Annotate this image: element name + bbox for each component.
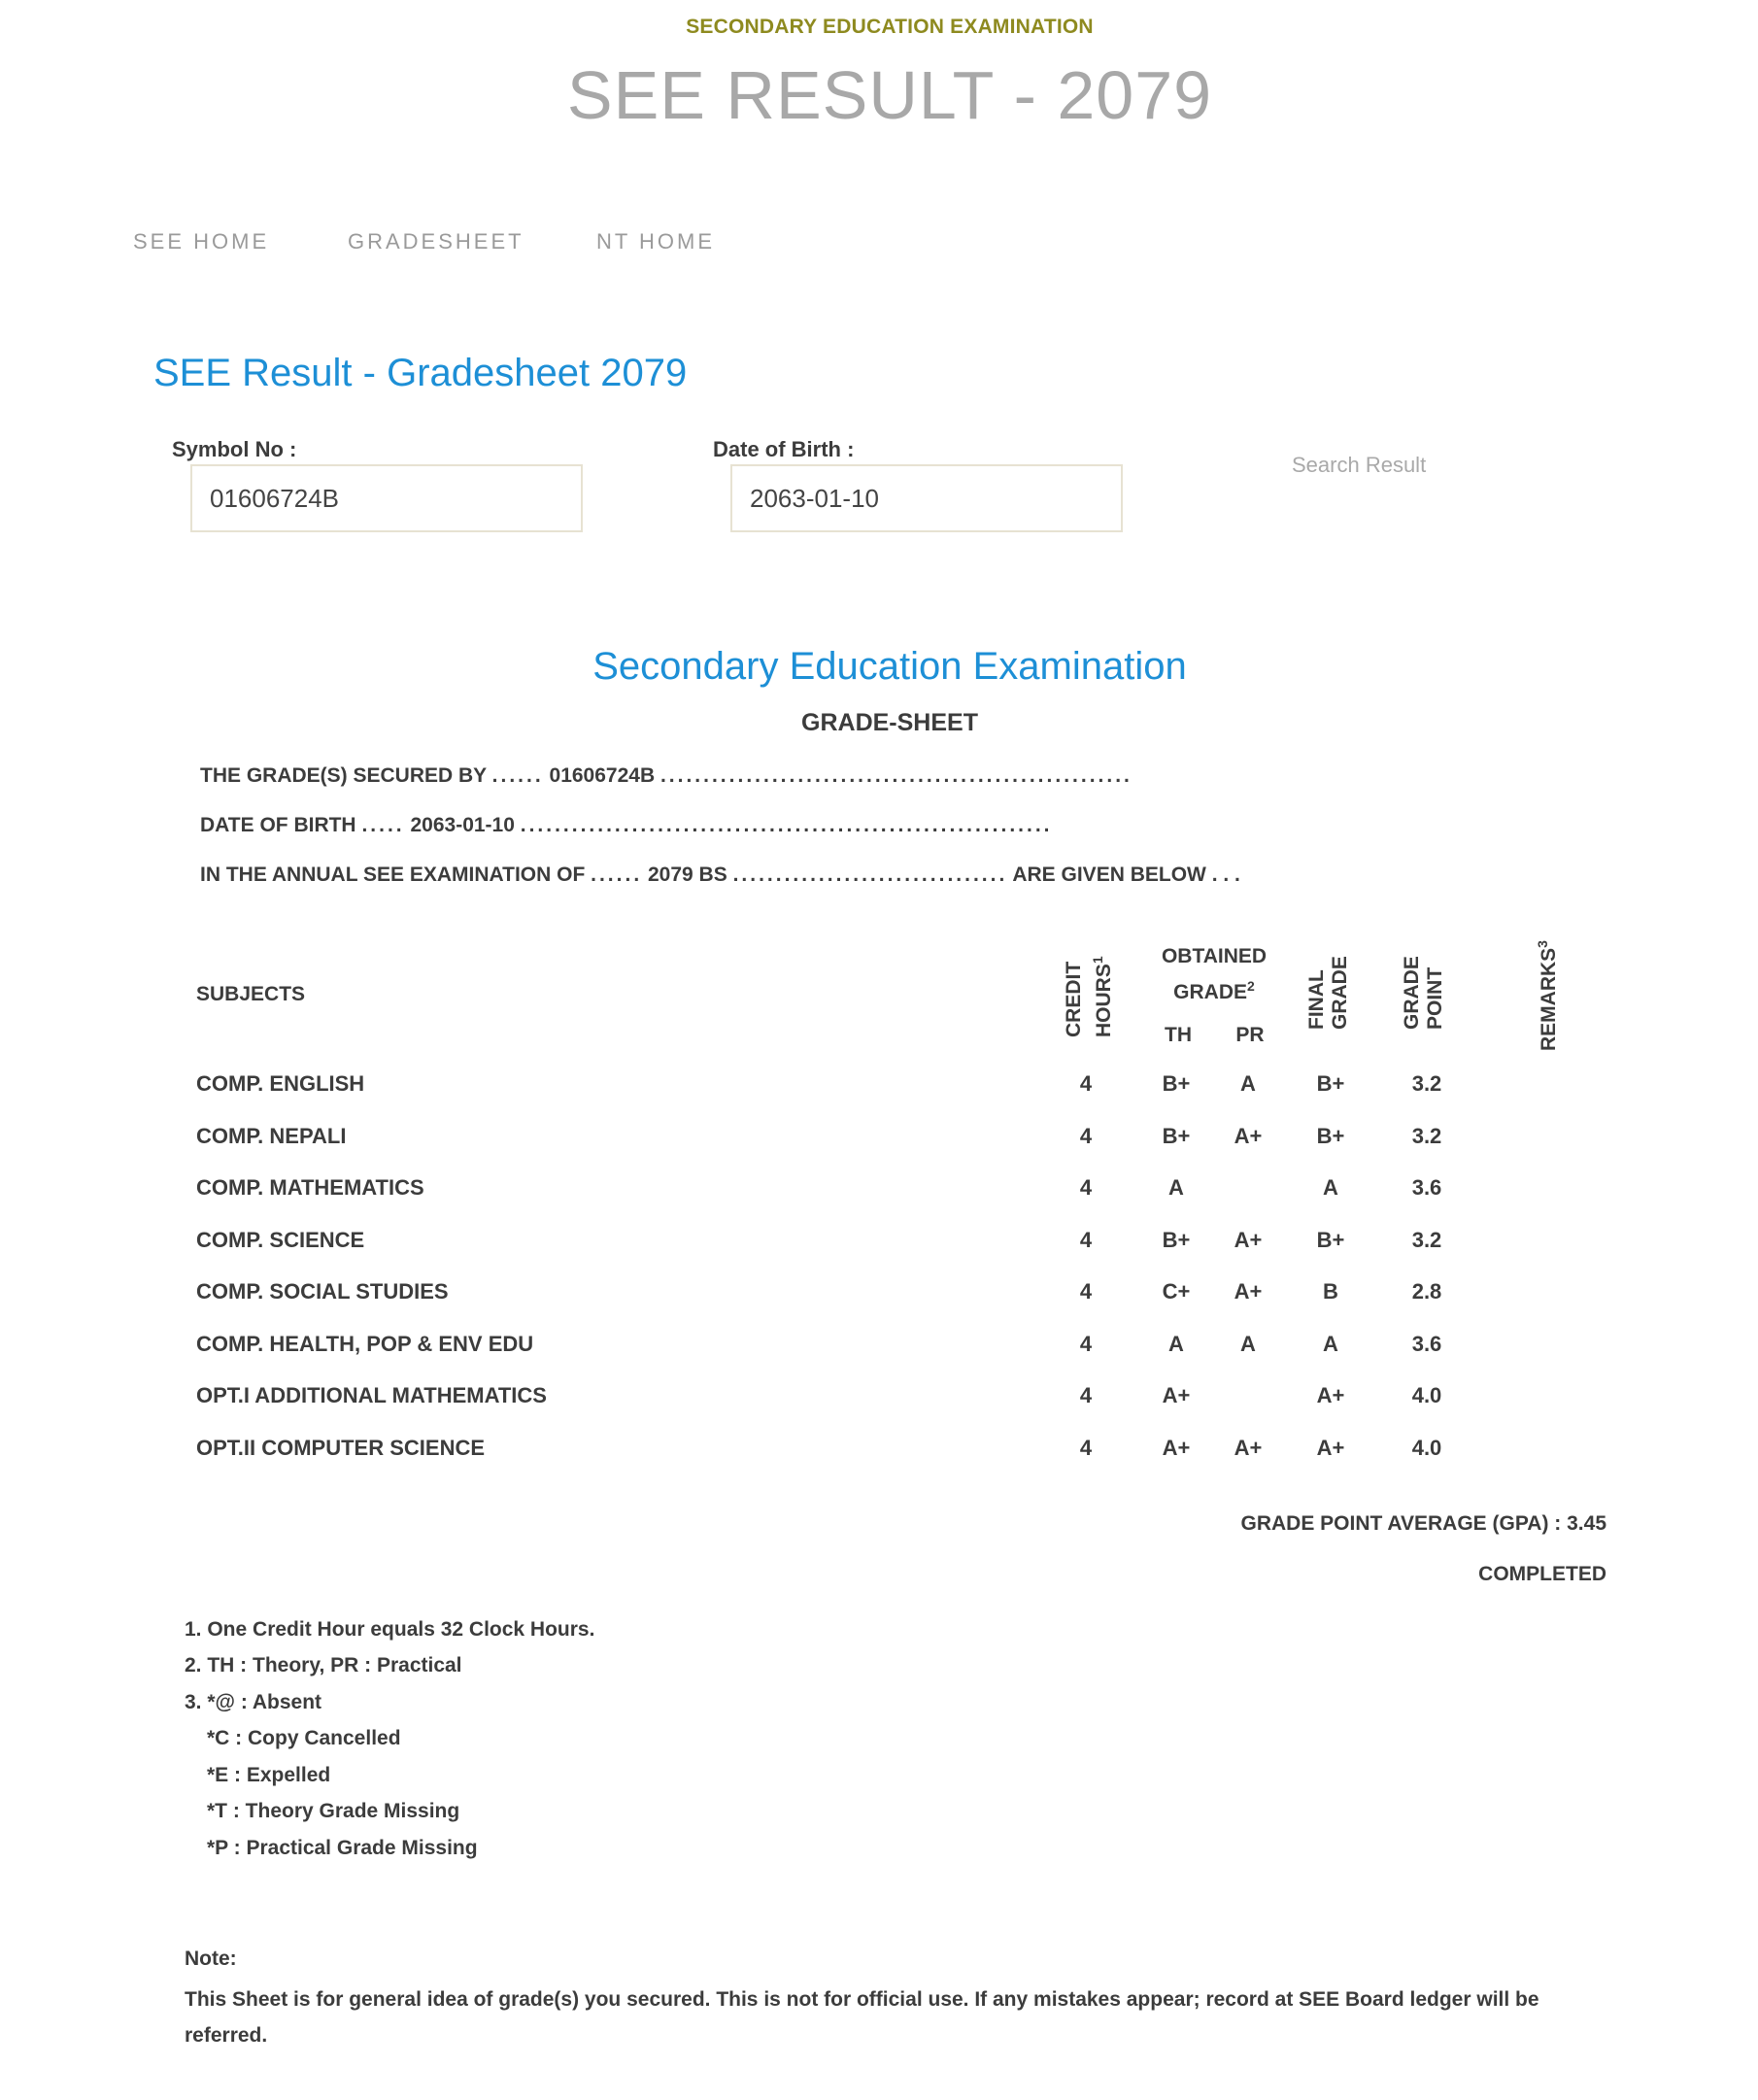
gradesheet-subtitle: GRADE-SHEET (801, 709, 978, 736)
table-row (0, 1332, 1758, 1371)
nav-nt-home[interactable]: NT HOME (596, 229, 716, 254)
theory-grade: A+ (1162, 1436, 1191, 1460)
col-pr: PR (1235, 1024, 1265, 1046)
dob-line-prefix: DATE OF BIRTH (200, 814, 356, 836)
final-grade: A (1323, 1175, 1338, 1200)
subject-name: COMP. MATHEMATICS (196, 1175, 424, 1200)
dob-input[interactable] (730, 464, 1123, 532)
credit-hours: 4 (1079, 1279, 1093, 1304)
footnote-item: *C : Copy Cancelled (207, 1727, 401, 1749)
table-row (0, 1436, 1758, 1474)
final-grade: B+ (1316, 1071, 1345, 1096)
theory-grade: A+ (1162, 1383, 1191, 1407)
final-grade: B+ (1316, 1228, 1345, 1252)
grade-point: 2.8 (1411, 1279, 1442, 1304)
practical-grade: A+ (1234, 1124, 1263, 1148)
nav-gradesheet[interactable]: GRADESHEET (348, 229, 524, 254)
table-row (0, 1124, 1758, 1163)
credit-hours: 4 (1079, 1383, 1093, 1407)
gradesheet-title: Secondary Education Examination (592, 645, 1187, 688)
result-status: COMPLETED (1478, 1563, 1606, 1585)
col-final-grade: FINAL GRADE (1305, 956, 1351, 1030)
symbol-label: Symbol No : (172, 437, 297, 461)
col-subjects: SUBJECTS (196, 983, 306, 1005)
credit-hours: 4 (1079, 1071, 1093, 1096)
credit-hours: 4 (1079, 1332, 1093, 1356)
grade-point: 3.6 (1411, 1332, 1442, 1356)
gpa-summary: GRADE POINT AVERAGE (GPA) : 3.45 (1240, 1512, 1606, 1535)
final-grade: B (1323, 1279, 1338, 1304)
subject-name: COMP. HEALTH, POP & ENV EDU (196, 1332, 534, 1356)
footnote-item: 1. One Credit Hour equals 32 Clock Hours. (185, 1618, 595, 1641)
exam-line-value: 2079 BS (648, 864, 727, 886)
theory-grade: B+ (1162, 1228, 1191, 1252)
grade-point: 3.6 (1411, 1175, 1442, 1200)
footnote-item: *P : Practical Grade Missing (207, 1837, 478, 1859)
exam-kicker: SECONDARY EDUCATION EXAMINATION (686, 16, 1094, 38)
note-text: This Sheet is for general idea of grade(s) you secured. This is not for official use. If any mistakes appear; record at SEE Board ledger will be referred. (185, 1988, 1539, 2047)
subject-name: OPT.I ADDITIONAL MATHEMATICS (196, 1383, 547, 1407)
col-credit-hours: CREDIT HOURS$^1$ (1063, 956, 1115, 1037)
practical-grade: A (1240, 1071, 1256, 1096)
theory-grade: C+ (1162, 1279, 1191, 1304)
footnote-item: *E : Expelled (207, 1764, 331, 1786)
theory-grade: B+ (1162, 1071, 1191, 1096)
subject-name: COMP. SCIENCE (196, 1228, 365, 1252)
secured-by-line: THE GRADE(S) SECURED BY ...... 01606724B ....................................................... (200, 764, 1133, 787)
grade-point: 3.2 (1411, 1071, 1442, 1096)
exam-line-prefix: IN THE ANNUAL SEE EXAMINATION OF (200, 864, 586, 886)
grade-point: 4.0 (1411, 1436, 1442, 1460)
form-title: SEE Result - Gradesheet 2079 (153, 352, 688, 394)
practical-grade: A (1240, 1332, 1256, 1356)
practical-grade: A+ (1234, 1279, 1263, 1304)
subject-name: COMP. NEPALI (196, 1124, 347, 1148)
final-grade: B+ (1316, 1124, 1345, 1148)
subject-name: COMP. SOCIAL STUDIES (196, 1279, 449, 1304)
final-grade: A+ (1316, 1383, 1345, 1407)
col-grade-point: GRADE POINT (1401, 956, 1446, 1030)
dob-label: Date of Birth : (713, 437, 855, 461)
footnote-item: 3. *@ : Absent (185, 1691, 322, 1713)
credit-hours: 4 (1079, 1228, 1093, 1252)
grade-point: 4.0 (1411, 1383, 1442, 1407)
theory-grade: A (1168, 1175, 1184, 1200)
table-row (0, 1279, 1758, 1318)
practical-grade: A+ (1234, 1228, 1263, 1252)
search-result-button[interactable]: Search Result (1292, 453, 1427, 477)
table-row (0, 1175, 1758, 1214)
theory-grade: A (1168, 1332, 1184, 1356)
page-title: SEE RESULT - 2079 (566, 57, 1213, 133)
footnote-item: 2. TH : Theory, PR : Practical (185, 1654, 462, 1677)
exam-line-suffix: ARE GIVEN BELOW . . . (1012, 864, 1240, 886)
exam-line: IN THE ANNUAL SEE EXAMINATION OF ...... 2079 BS ................................ ARE GIVEN BELOW . . . (200, 864, 1240, 886)
col-remarks: REMARKS$^3$ (1535, 940, 1560, 1051)
dob-line-value: 2063-01-10 (410, 814, 515, 836)
subject-name: COMP. ENGLISH (196, 1071, 365, 1096)
final-grade: A+ (1316, 1436, 1345, 1460)
secured-by-value: 01606724B (549, 764, 656, 787)
credit-hours: 4 (1079, 1436, 1093, 1460)
secured-by-prefix: THE GRADE(S) SECURED BY (200, 764, 487, 787)
table-row (0, 1228, 1758, 1267)
note-label: Note: (185, 1948, 237, 1970)
practical-grade: A+ (1234, 1436, 1263, 1460)
col-obtained-grade: OBTAINED GRADE$^2$ (1161, 945, 1268, 1003)
theory-grade: B+ (1162, 1124, 1191, 1148)
footnote-item: *T : Theory Grade Missing (207, 1800, 460, 1822)
subject-name: OPT.II COMPUTER SCIENCE (196, 1436, 486, 1460)
nav-see-home[interactable]: SEE HOME (133, 229, 270, 254)
table-row (0, 1383, 1758, 1422)
col-th: TH (1165, 1024, 1192, 1046)
table-row (0, 1071, 1758, 1110)
final-grade: A (1323, 1332, 1338, 1356)
credit-hours: 4 (1079, 1124, 1093, 1148)
grade-point: 3.2 (1411, 1124, 1442, 1148)
dob-line: DATE OF BIRTH ..... 2063-01-10 .............................................................. (200, 814, 1053, 836)
credit-hours: 4 (1079, 1175, 1093, 1200)
grade-point: 3.2 (1411, 1228, 1442, 1252)
symbol-input[interactable] (190, 464, 583, 532)
